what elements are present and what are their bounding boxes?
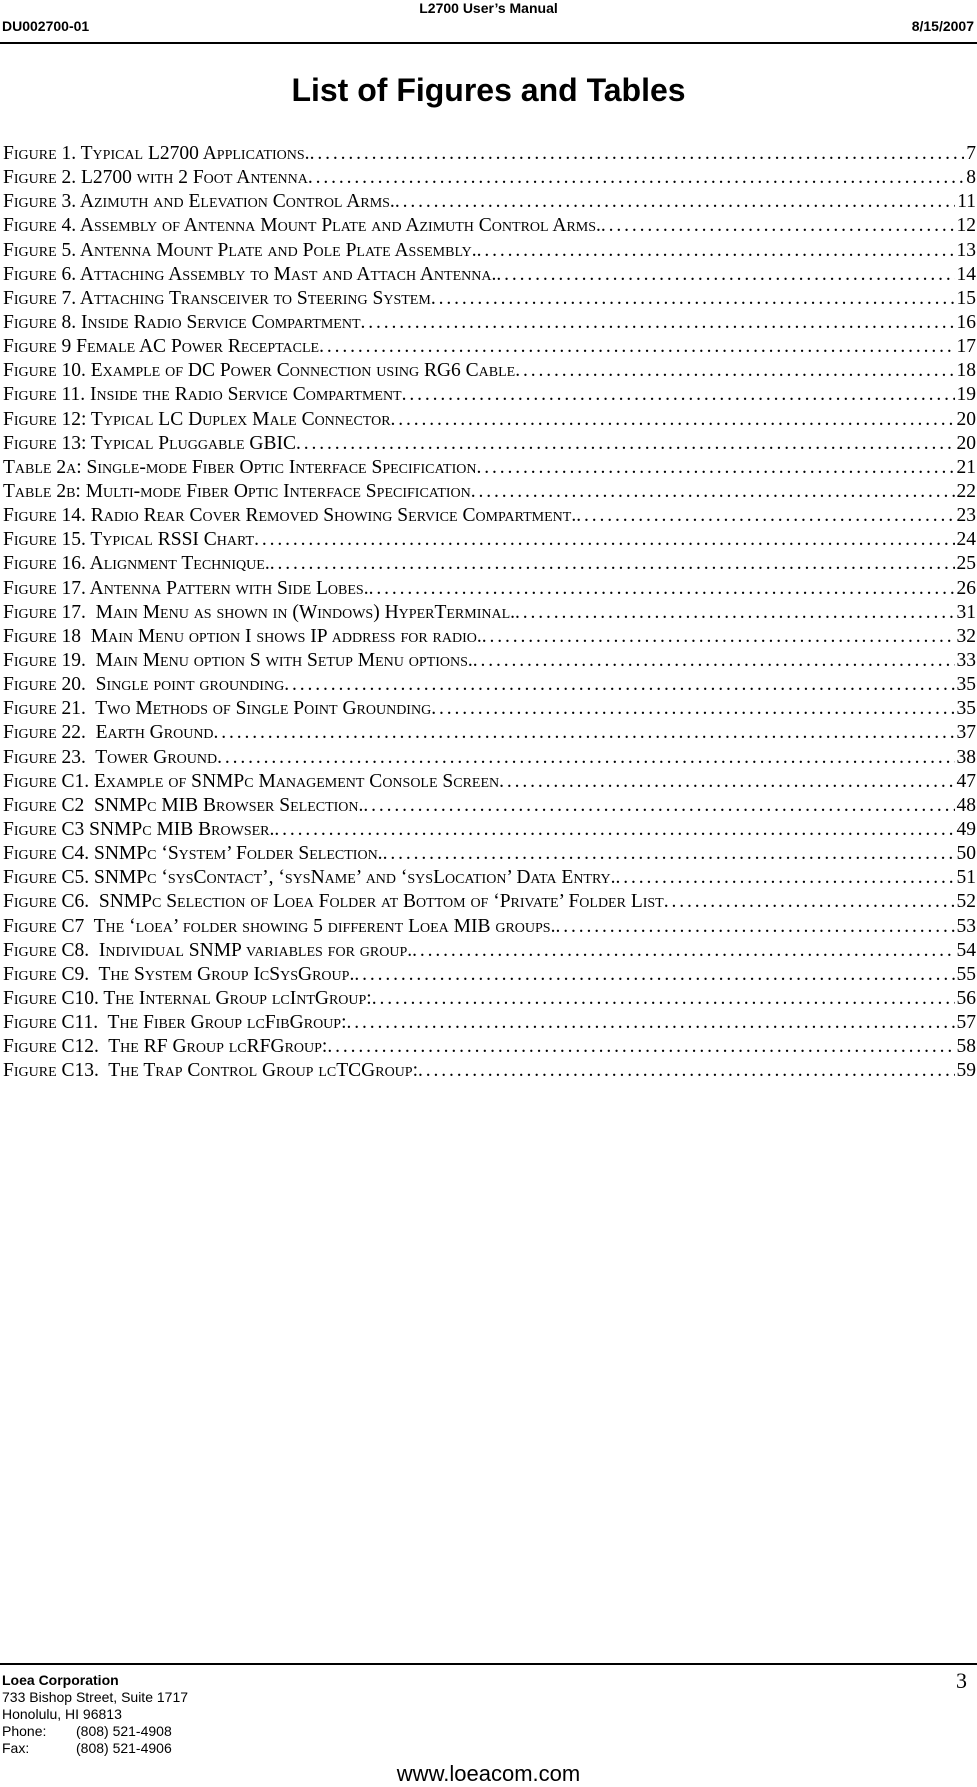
fax-number: (808) 521-4906 [76, 1740, 172, 1756]
toc-entry-label: Figure C8. Individual SNMP variables for group. [3, 939, 413, 961]
toc-entry-label: Figure C7 The ‘loea’ folder showing 5 different Loea MIB groups. [3, 915, 556, 937]
website-link[interactable]: www.loeacom.com [396, 1761, 581, 1786]
toc-entry-label: Figure 7. Attaching Transceiver to Steering System [3, 287, 431, 309]
toc-entry[interactable] [3, 915, 976, 939]
toc-entry-page: 14 [956, 263, 976, 285]
toc-entry-label: Table 2a: Single-mode Fiber Optic Interface Specification [3, 456, 477, 478]
dot-leader [361, 311, 955, 335]
dot-leader [347, 1011, 955, 1035]
toc-entry-page: 8 [966, 167, 976, 189]
toc-entry[interactable] [3, 383, 976, 407]
toc-entry[interactable] [3, 987, 976, 1011]
toc-entry[interactable] [3, 504, 976, 528]
toc-entry[interactable] [3, 577, 976, 601]
toc-entry-label: Figure C9. The System Group IcSysGroup. [3, 963, 355, 985]
dot-leader [327, 1035, 954, 1059]
toc-entry-page: 21 [956, 456, 976, 478]
toc-entry-label: Figure 12: Typical LC Duplex Male Connector [3, 408, 391, 430]
toc-entry[interactable] [3, 142, 976, 166]
toc-entry-label: Figure C11. The Fiber Group lcFibGroup: [3, 1012, 347, 1034]
dot-leader [515, 601, 954, 625]
toc-entry-page: 17 [956, 336, 976, 358]
toc-entry[interactable] [3, 746, 976, 770]
toc-entry-page: 37 [956, 722, 976, 744]
toc-entry-label: Figure C10. The Internal Group lcIntGroup: [3, 987, 372, 1009]
document-date: 8/15/2007 [911, 18, 974, 34]
toc-entry[interactable] [3, 528, 976, 552]
toc-entry-page: 48 [956, 794, 976, 816]
toc-entry-label: Figure 11. Inside the Radio Service Compartment [3, 384, 402, 406]
toc-entry-label: Figure 10. Example of DC Power Connection using RG6 Cable [3, 360, 516, 382]
dot-leader [217, 746, 954, 770]
toc-entry-label: Figure 17. Antenna Pattern with Side Lobes. [3, 577, 369, 599]
toc-entry-label: Figure C12. The RF Group lcRFGroup: [3, 1036, 328, 1058]
toc-entry[interactable] [3, 456, 976, 480]
toc-entry[interactable] [3, 166, 976, 190]
dot-leader [601, 214, 955, 238]
toc-entry-label: Figure 21. Two Methods of Single Point Grounding [3, 698, 432, 720]
toc-entry[interactable] [3, 263, 976, 287]
toc-entry[interactable] [3, 601, 976, 625]
toc-entry-page: 35 [956, 674, 976, 696]
dot-leader [482, 625, 955, 649]
toc-entry-page: 20 [956, 432, 976, 454]
dot-leader [616, 866, 955, 890]
toc-entry-page: 38 [956, 746, 976, 768]
dot-leader [431, 697, 954, 721]
dot-leader [284, 673, 954, 697]
fax-row [2, 1740, 188, 1757]
toc-entry-page: 23 [956, 505, 976, 527]
toc-entry-page: 57 [956, 1012, 976, 1034]
toc-entry-page: 50 [956, 843, 976, 865]
dot-leader [664, 890, 955, 914]
page-title: List of Figures and Tables [291, 72, 686, 108]
page-footer [2, 1672, 188, 1757]
toc-entry-label: Figure C4. SNMPc ‘System’ Folder Selection. [3, 843, 383, 865]
street-address: 733 Bishop Street, Suite 1717 [2, 1689, 189, 1705]
toc-entry-label: Figure C13. The Trap Control Group lcTCGroup: [3, 1060, 418, 1082]
dot-leader [296, 432, 954, 456]
toc-entry-label: Figure 16. Alignment Technique. [3, 553, 270, 575]
city-address: Honolulu, HI 96813 [2, 1706, 122, 1722]
toc-entry[interactable] [3, 287, 976, 311]
dot-leader [214, 721, 955, 745]
toc-entry-page: 24 [956, 529, 976, 551]
phone-number: (808) 521-4908 [76, 1723, 172, 1739]
dot-leader [395, 190, 955, 214]
toc-entry[interactable] [3, 939, 976, 963]
toc-entry-label: Figure 20. Single point grounding [3, 674, 285, 696]
toc-entry[interactable] [3, 770, 976, 794]
toc-entry-page: 13 [956, 239, 976, 261]
toc-entry-label: Figure 5. Antenna Mount Plate and Pole Plate Assembly. [3, 239, 477, 261]
phone-label: Phone: [2, 1723, 47, 1739]
toc-entry[interactable] [3, 866, 976, 890]
toc-entry-page: 58 [956, 1036, 976, 1058]
toc-entry-label: Figure 15. Typical RSSI Chart [3, 529, 255, 551]
toc-entry[interactable] [3, 625, 976, 649]
dot-leader [354, 963, 954, 987]
toc-entry-label: Figure C1. Example of SNMPc Management Console Screen [3, 770, 500, 792]
toc-entry-label: Figure C2 SNMPc MIB Browser Selection. [3, 794, 364, 816]
toc-entry-label: Figure 19. Main Menu option S with Setup Menu options. [3, 649, 473, 671]
page-header [0, 0, 977, 46]
toc-entry-label: Figure C3 SNMPc MIB Browser. [3, 818, 275, 840]
toc-entry[interactable] [3, 818, 976, 842]
toc-entry-label: Figure 1. Typical L2700 Applications. [3, 143, 310, 164]
dot-leader [555, 915, 954, 939]
toc-entry-label: Table 2b: Multi-mode Fiber Optic Interface Specification [3, 480, 471, 502]
dot-leader [471, 480, 955, 504]
toc-entry-page: 47 [956, 770, 976, 792]
toc-entry-label: Figure 4. Assembly of Antenna Mount Plate and Azimuth Control Arms. [3, 215, 601, 237]
toc-entry[interactable] [3, 190, 976, 214]
fax-label: Fax: [2, 1740, 30, 1756]
dot-leader [270, 552, 955, 576]
toc-entry-label: Figure 17. Main Menu as shown in (Windows) HyperTerminal. [3, 601, 516, 623]
dot-leader [476, 456, 954, 480]
toc-entry-label: Figure C5. SNMPc ‘sysContact’, ‘sysName’ and ‘sysLocation’ Data Entry. [3, 867, 616, 889]
toc-entry-page: 15 [956, 287, 976, 309]
dot-leader [496, 263, 954, 287]
dot-leader [274, 818, 954, 842]
toc-entry-label: Figure 8. Inside Radio Service Compartment [3, 311, 361, 333]
toc-entry-page: 20 [956, 408, 976, 430]
toc-entry-label: Figure 2. L2700 with 2 Foot Antenna [3, 167, 308, 189]
toc-entry-page: 59 [956, 1060, 976, 1082]
toc-entry[interactable] [3, 359, 976, 383]
toc-entry-page: 22 [956, 480, 976, 502]
dot-leader [254, 528, 954, 552]
toc-entry-label: Figure 6. Attaching Assembly to Mast and Attach Antenna. [3, 263, 497, 285]
dot-leader [412, 939, 954, 963]
toc-entry-label: Figure 13: Typical Pluggable GBIC [3, 432, 297, 454]
toc-entry-page: 55 [956, 963, 976, 985]
toc-entry-label: Figure 14. Radio Rear Cover Removed Showing Service Compartment. [3, 505, 577, 527]
toc-entry[interactable] [3, 1035, 976, 1059]
toc-entry-page: 52 [956, 891, 976, 913]
dot-leader [576, 504, 954, 528]
toc-entry[interactable] [3, 1059, 976, 1083]
toc-entry-page: 51 [956, 867, 976, 889]
toc-entry[interactable] [3, 335, 976, 359]
toc-entry-page: 53 [956, 915, 976, 937]
dot-leader [418, 1059, 955, 1083]
toc-entry[interactable] [3, 697, 976, 721]
toc-entry-page: 54 [956, 939, 976, 961]
toc-entry[interactable] [3, 963, 976, 987]
toc-entry[interactable] [3, 432, 976, 456]
toc-entry-label: Figure C6. SNMPc Selection of Loea Folder at Bottom of ‘Private’ Folder List [3, 891, 664, 913]
toc-entry[interactable] [3, 673, 976, 697]
toc-entry-page: 31 [956, 601, 976, 623]
toc-entry-page: 12 [956, 215, 976, 237]
dot-leader [391, 408, 955, 432]
document-id: DU002700-01 [2, 18, 90, 34]
toc-entry-label: Figure 9 Female AC Power Receptacle [3, 336, 320, 358]
dot-leader [310, 142, 965, 166]
toc-entry[interactable] [3, 890, 976, 914]
dot-leader [515, 359, 954, 383]
toc-entry[interactable] [3, 408, 976, 432]
toc-entry[interactable] [3, 842, 976, 866]
toc-entry[interactable] [3, 480, 976, 504]
header-divider [0, 42, 977, 44]
toc-entry[interactable] [3, 721, 976, 745]
dot-leader [383, 842, 955, 866]
toc-entry[interactable] [3, 239, 976, 263]
dot-leader [402, 383, 955, 407]
toc-entry-page: 35 [956, 698, 976, 720]
toc-entry[interactable] [3, 311, 976, 335]
toc-entry[interactable] [3, 1011, 976, 1035]
toc-entry-page: 56 [956, 987, 976, 1009]
toc-entry-page: 19 [956, 384, 976, 406]
dot-leader [499, 770, 954, 794]
toc-entry-page: 32 [956, 625, 976, 647]
dot-leader [473, 649, 955, 673]
manual-title: L2700 User’s Manual [419, 0, 558, 16]
toc-entry[interactable] [3, 214, 976, 238]
phone-row [2, 1723, 188, 1740]
toc-entry-page: 11 [957, 191, 976, 213]
page-number: 3 [956, 1668, 967, 1693]
toc-entry-label: Figure 22. Earth Ground [3, 722, 214, 744]
toc-entry[interactable] [3, 552, 976, 576]
dot-leader [372, 987, 955, 1011]
toc-entry[interactable] [3, 649, 976, 673]
toc-entry-page: 33 [956, 649, 976, 671]
toc-entry-label: Figure 18 Main Menu option I shows IP address for radio. [3, 625, 482, 647]
toc-entry-page: 16 [956, 311, 976, 333]
toc-entry-page: 26 [956, 577, 976, 599]
dot-leader [477, 239, 955, 263]
dot-leader [308, 166, 964, 190]
dot-leader [431, 287, 955, 311]
toc-entry-page: 7 [966, 143, 976, 164]
toc-entry-page: 49 [956, 818, 976, 840]
footer-divider [0, 1663, 977, 1665]
toc-entry-page: 18 [956, 360, 976, 382]
figures-table-list [3, 142, 976, 1083]
toc-entry[interactable] [3, 794, 976, 818]
dot-leader [369, 577, 955, 601]
toc-entry-page: 25 [956, 553, 976, 575]
toc-entry-label: Figure 3. Azimuth and Elevation Control Arms. [3, 191, 395, 213]
dot-leader [319, 335, 954, 359]
dot-leader [363, 794, 954, 818]
company-name: Loea Corporation [2, 1672, 119, 1688]
toc-entry-label: Figure 23. Tower Ground [3, 746, 218, 768]
